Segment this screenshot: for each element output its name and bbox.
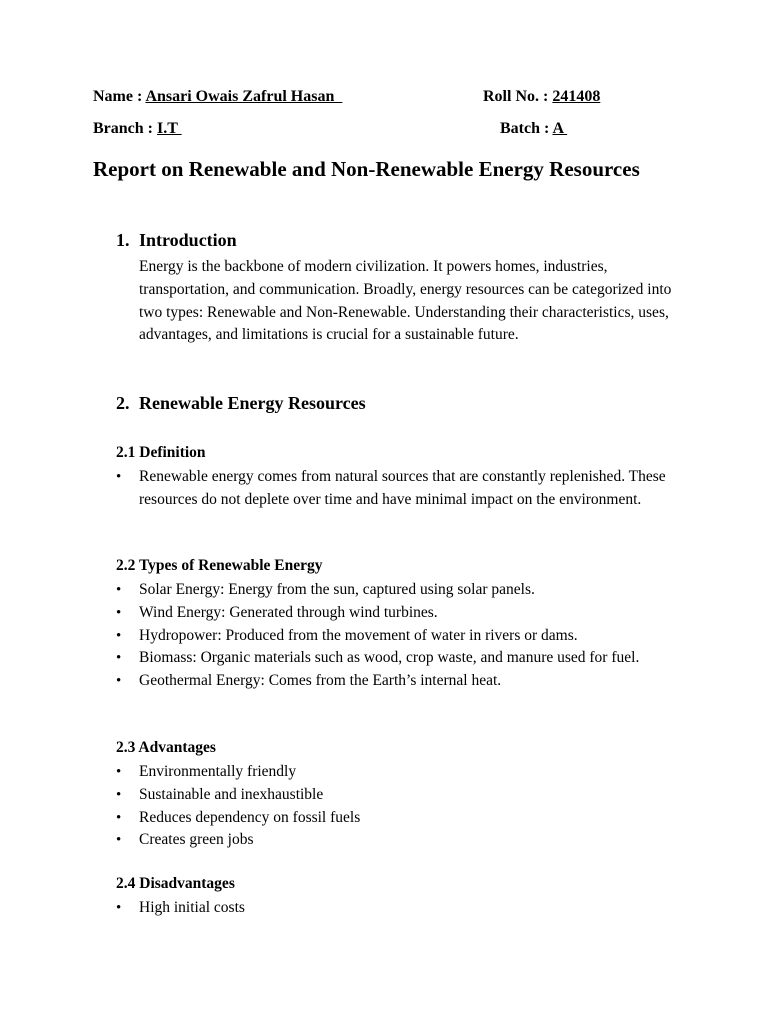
batch-label: Batch : [500,120,553,137]
name-line [93,88,342,106]
bullet-icon: • [116,764,122,780]
bullet-icon: • [116,650,122,667]
bullet-icon: • [116,673,122,690]
list-item [116,579,676,602]
definition-list [116,466,676,512]
name-value: Ansari Owais Zafrul Hasan [145,88,343,105]
batch-line [500,120,567,138]
list-item-text: Solar Energy: Energy from the sun, captured using solar panels. [139,581,535,598]
bullet-icon: • [116,582,122,598]
definition-heading: 2.1 Definition [116,444,206,461]
disadvantages-list [116,897,676,920]
list-item [116,897,676,920]
list-item-text: High initial costs [139,899,245,916]
roll-line [483,88,600,106]
section-title: Renewable Energy Resources [139,393,366,413]
branch-label: Branch : [93,120,157,137]
list-item [116,602,676,625]
introduction-paragraph: Energy is the backbone of modern civilization. It powers homes, industries, transportation, and communication. Broadly, energy resources can be categorized into two types: Renewable and Non-Renewable. Understanding their characteristics, uses, advantages, and limitations is crucial for a sustainable future. [139,258,672,344]
advantages-list [116,761,676,852]
list-item-text: Renewable energy comes from natural sources that are constantly replenished. These resources do not deplete over time and have minimal impact on the environment. [139,468,666,508]
section-number: 1. [116,230,130,250]
batch-value: A [552,120,568,137]
section-introduction-heading [116,230,237,251]
bullet-icon: • [116,604,122,621]
list-item-text: Reduces dependency on fossil fuels [139,808,361,826]
list-item [116,670,676,693]
list-item-text: Environmentally friendly [139,763,297,780]
roll-value: 241408 [552,88,601,105]
list-item-text: Geothermal Energy: Comes from the Earth’s internal heat. [139,672,502,690]
list-item-text: Sustainable and inexhaustible [139,785,324,803]
bullet-icon: • [116,832,122,849]
list-item [116,625,676,648]
section-number: 2. [116,393,130,413]
bullet-icon: • [116,627,122,644]
section-renewable-heading [116,393,366,414]
types-list [116,579,676,693]
list-item [116,761,676,784]
bullet-icon: • [116,469,122,485]
report-title: Report on Renewable and Non-Renewable Energy Resources [93,157,640,181]
list-item-text: Wind Energy: Generated through wind turbines. [139,603,438,621]
list-item [116,466,676,512]
advantages-heading: 2.3 Advantages [116,739,216,756]
branch-line [93,120,182,138]
roll-label: Roll No. : [483,88,553,105]
branch-value: I.T [157,120,182,137]
list-item-text: Biomass: Organic materials such as wood, crop waste, and manure used for fuel. [139,649,640,667]
bullet-icon: • [116,900,122,916]
list-item [116,829,676,852]
list-item [116,807,676,830]
list-item [116,647,676,670]
list-item-text: Hydropower: Produced from the movement of water in rivers or dams. [139,626,578,644]
section-title: Introduction [139,230,237,250]
bullet-icon: • [116,786,122,803]
bullet-icon: • [116,809,122,826]
types-heading: 2.2 Types of Renewable Energy [116,557,323,574]
name-label: Name : [93,88,146,105]
disadvantages-heading: 2.4 Disadvantages [116,875,235,892]
list-item-text: Creates green jobs [139,831,254,849]
list-item [116,784,676,807]
